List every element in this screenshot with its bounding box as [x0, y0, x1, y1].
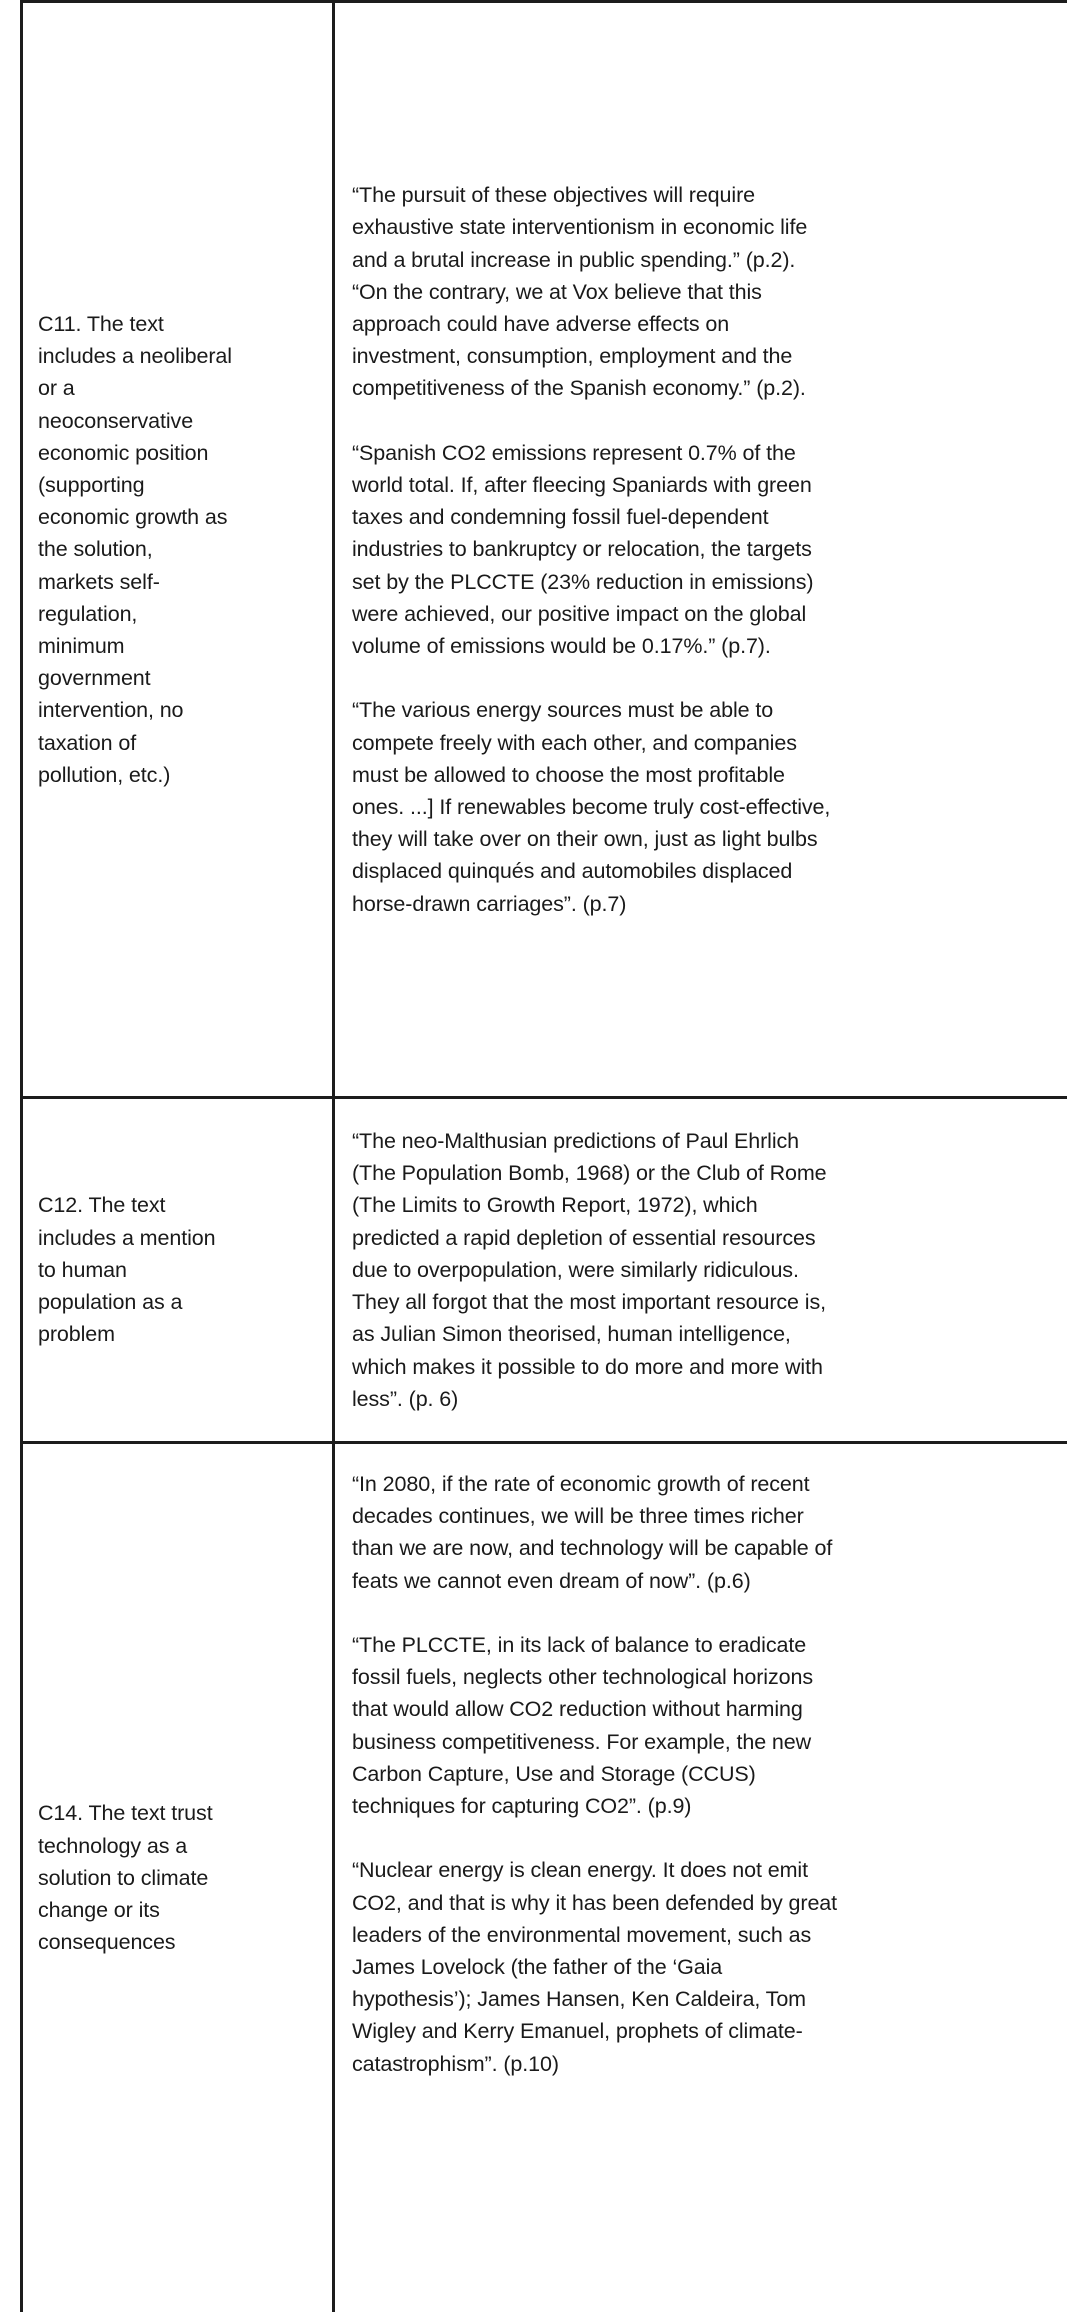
- quotes-cell: [338, 3, 1067, 1096]
- criterion-line: includes a neoliberal: [38, 344, 232, 369]
- quotes-text: [352, 1125, 827, 1415]
- quote-line: “The PLCCTE, in its lack of balance to eradicate: [352, 1633, 807, 1657]
- criterion-line: or a: [38, 376, 75, 401]
- criteria-quotes-table: [20, 0, 1067, 2312]
- quote-line: compete freely with each other, and companies: [352, 730, 797, 755]
- quote-line: as Julian Simon theorised, human intelligence,: [352, 1322, 791, 1347]
- quote-line: predicted a rapid depletion of essential resources: [352, 1225, 816, 1250]
- criterion-line: consequences: [38, 1930, 176, 1955]
- criterion-line: minimum: [38, 634, 125, 658]
- criterion-line: C14. The text trust: [38, 1801, 213, 1826]
- quote-line: Carbon Capture, Use and Storage (CCUS): [352, 1761, 756, 1786]
- quote-paragraph: [352, 1854, 837, 2079]
- criterion-cell: [23, 1444, 335, 2312]
- quote-line: approach could have adverse effects on: [352, 311, 730, 336]
- quotes-text: [352, 1468, 837, 2080]
- quote-line: must be allowed to choose the most profitable: [352, 762, 785, 787]
- paragraph-gap: [352, 1822, 837, 1854]
- quote-line: “On the contrary, we at Vox believe that this: [352, 279, 762, 304]
- criterion-text: [38, 1189, 215, 1350]
- quote-line: techniques for capturing CO2”. (p.9): [352, 1794, 692, 1819]
- criterion-line: technology as a: [38, 1833, 188, 1858]
- paragraph-gap: [352, 1597, 837, 1629]
- quote-paragraph: [352, 1125, 827, 1415]
- criterion-line: problem: [38, 1322, 115, 1347]
- quote-line: CO2, and that is why it has been defended by great: [352, 1890, 838, 1915]
- quote-line: leaders of the environmental movement, such as: [352, 1922, 812, 1947]
- criterion-line: economic position: [38, 440, 209, 465]
- quote-paragraph: [352, 1629, 837, 1822]
- criterion-line: C11. The text: [38, 311, 164, 336]
- quote-line: which makes it possible to do more and more with: [352, 1354, 823, 1379]
- quote-line: than we are now, and technology will be capable of: [352, 1536, 833, 1561]
- quotes-cell: [338, 1099, 1067, 1441]
- criterion-cell: [23, 1099, 335, 1441]
- criterion-line: solution to climate: [38, 1865, 209, 1890]
- quote-line: set by the PLCCTE (23% reduction in emissions): [352, 569, 814, 594]
- criterion-line: to human: [38, 1257, 127, 1282]
- quote-line: “In 2080, if the rate of economic growth of recent: [352, 1472, 810, 1496]
- criterion-line: pollution, etc.): [38, 762, 171, 787]
- quote-line: industries to bankruptcy or relocation, the targets: [352, 537, 812, 562]
- quote-paragraph: [352, 179, 830, 404]
- quote-line: James Lovelock (the father of the ‘Gaia: [352, 1955, 723, 1980]
- quote-line: “Spanish CO2 emissions represent 0.7% of the: [352, 440, 796, 465]
- criterion-line: C12. The text: [38, 1193, 166, 1218]
- quote-line: exhaustive state interventionism in economic life: [352, 215, 808, 240]
- criterion-line: neoconservative: [38, 408, 194, 433]
- criterion-line: the solution,: [38, 537, 153, 562]
- table-row-c11: [20, 3, 1067, 1099]
- quote-line: they will take over on their own, just as light bulbs: [352, 827, 818, 852]
- quote-line: ones. ...] If renewables become truly cost-effective,: [352, 795, 831, 819]
- criterion-line: regulation,: [38, 601, 138, 626]
- criterion-text: [38, 308, 232, 791]
- quotes-cell: [338, 1444, 1067, 2312]
- quote-line: They all forgot that the most important resource is,: [352, 1290, 826, 1315]
- criterion-line: intervention, no: [38, 698, 184, 723]
- quote-line: fossil fuels, neglects other technological horizons: [352, 1665, 813, 1690]
- quote-line: “The pursuit of these objectives will require: [352, 183, 755, 208]
- quote-line: decades continues, we will be three times richer: [352, 1504, 804, 1529]
- quote-paragraph: [352, 694, 830, 919]
- quote-line: business competitiveness. For example, the new: [352, 1729, 812, 1754]
- quote-line: due to overpopulation, were similarly ridiculous.: [352, 1257, 799, 1282]
- criterion-line: (supporting: [38, 472, 145, 497]
- quote-line: world total. If, after fleecing Spaniards with green: [352, 472, 812, 497]
- quote-line: (The Population Bomb, 1968) or the Club of Rome: [352, 1161, 827, 1186]
- criterion-cell: [23, 3, 335, 1096]
- criterion-line: includes a mention: [38, 1225, 216, 1250]
- quote-line: horse-drawn carriages”. (p.7): [352, 891, 627, 916]
- quote-line: “The various energy sources must be able to: [352, 698, 774, 723]
- criterion-line: markets self-: [38, 569, 160, 594]
- quote-line: that would allow CO2 reduction without harming: [352, 1697, 803, 1722]
- quote-line: catastrophism”. (p.10): [352, 2051, 559, 2076]
- table-row-c12: [20, 1099, 1067, 1444]
- quote-paragraph: [352, 1468, 837, 1597]
- quote-line: (The Limits to Growth Report, 1972), which: [352, 1193, 758, 1218]
- paragraph-gap: [352, 405, 830, 437]
- criterion-line: population as a: [38, 1290, 183, 1315]
- quote-line: competitiveness of the Spanish economy.” (p.2).: [352, 376, 806, 401]
- quote-line: feats we cannot even dream of now”. (p.6): [352, 1568, 751, 1593]
- criterion-line: government: [38, 666, 151, 691]
- quote-line: were achieved, our positive impact on the global: [352, 601, 807, 626]
- quotes-text: [352, 179, 830, 920]
- criterion-text: [38, 1797, 213, 1958]
- quote-line: taxes and condemning fossil fuel-dependent: [352, 505, 769, 530]
- quote-line: Wigley and Kerry Emanuel, prophets of climate-: [352, 2019, 803, 2044]
- quote-line: “Nuclear energy is clean energy. It does not emit: [352, 1858, 808, 1883]
- quote-line: investment, consumption, employment and the: [352, 344, 793, 369]
- criterion-line: economic growth as: [38, 505, 228, 530]
- paragraph-gap: [352, 662, 830, 694]
- quote-line: less”. (p. 6): [352, 1386, 459, 1411]
- quote-line: volume of emissions would be 0.17%.” (p.7).: [352, 634, 771, 658]
- quote-line: and a brutal increase in public spending.” (p.2).: [352, 247, 796, 272]
- quote-line: “The neo-Malthusian predictions of Paul Ehrlich: [352, 1129, 800, 1154]
- criterion-line: taxation of: [38, 730, 137, 755]
- quote-line: hypothesis’); James Hansen, Ken Caldeira, Tom: [352, 1987, 806, 2012]
- quote-line: displaced quinqués and automobiles displaced: [352, 859, 793, 884]
- table-row-c14: [20, 1444, 1067, 2312]
- quote-paragraph: [352, 437, 830, 662]
- criterion-line: change or its: [38, 1898, 160, 1923]
